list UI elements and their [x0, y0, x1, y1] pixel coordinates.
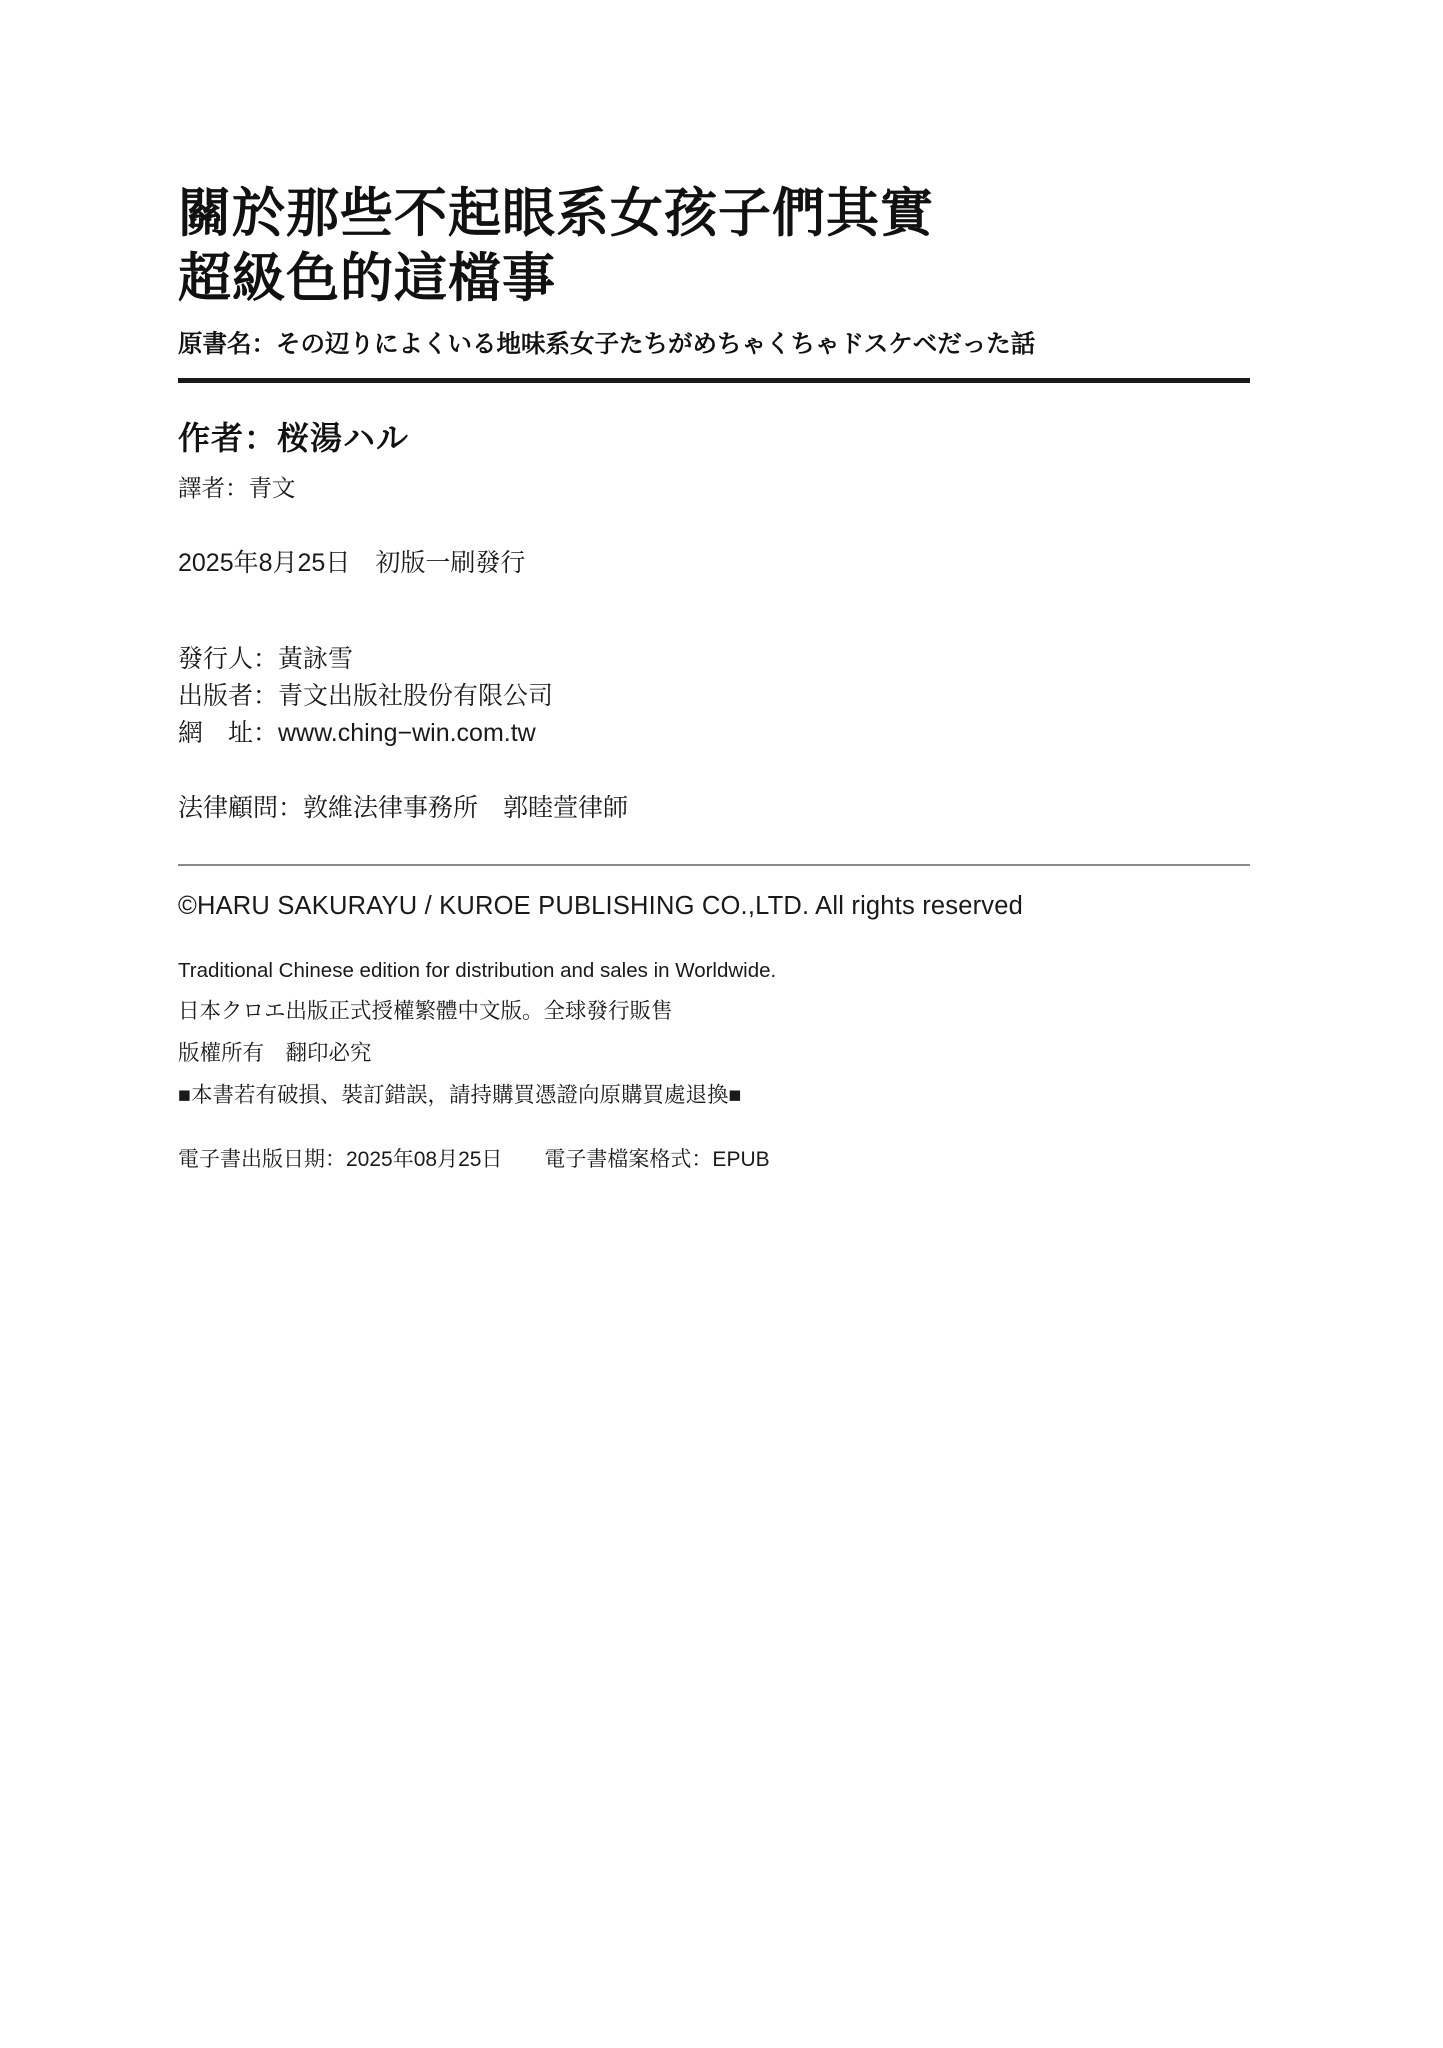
note-line-1: Traditional Chinese edition for distribution and sales in Worldwide. — [178, 959, 777, 983]
book-title-line-2: 超級色的這檔事 — [178, 248, 556, 308]
publisher-line-2: 出版者：青文出版社股份有限公司 — [178, 682, 554, 711]
note-line-2: 日本クロエ出版正式授權繁體中文版。全球發行販售 — [178, 999, 673, 1024]
colophon-content — [178, 182, 1250, 1173]
legal-counsel-line: 法律顧問：敦維法律事務所 郭睦萱律師 — [178, 794, 629, 823]
divider-thick — [178, 378, 1250, 383]
note-line-4: ■本書若有破損、裝訂錯誤，請持購買憑證向原購買處退換■ — [178, 1083, 742, 1108]
publisher-block — [178, 641, 1250, 752]
translator-line: 譯者：青文 — [178, 475, 296, 502]
ebook-publication-line: 電子書出版日期：2025年08月25日 電子書檔案格式：EPUB — [178, 1148, 770, 1172]
divider-thin — [178, 864, 1250, 866]
note-line-3: 版權所有 翻印必究 — [178, 1041, 372, 1066]
author-line: 作者：桜湯ハル — [178, 420, 410, 457]
book-title-line-1: 關於那些不起眼系女孩子們其實 — [178, 184, 934, 243]
original-title: 原書名：その辺りによくいる地味系女子たちがめちゃくちゃドスケベだった話 — [178, 331, 1036, 359]
copyright-line: ©HARU SAKURAYU / KUROE PUBLISHING CO.,LTD. All rights reserved — [178, 892, 1024, 921]
notes-block — [178, 951, 1250, 1117]
publisher-line-1: 發行人：黃詠雪 — [178, 645, 354, 674]
publisher-website-line: 網 址：www.ching−win.com.tw — [178, 719, 536, 748]
publication-date: 2025年8月25日 初版一刷發行 — [178, 549, 526, 578]
